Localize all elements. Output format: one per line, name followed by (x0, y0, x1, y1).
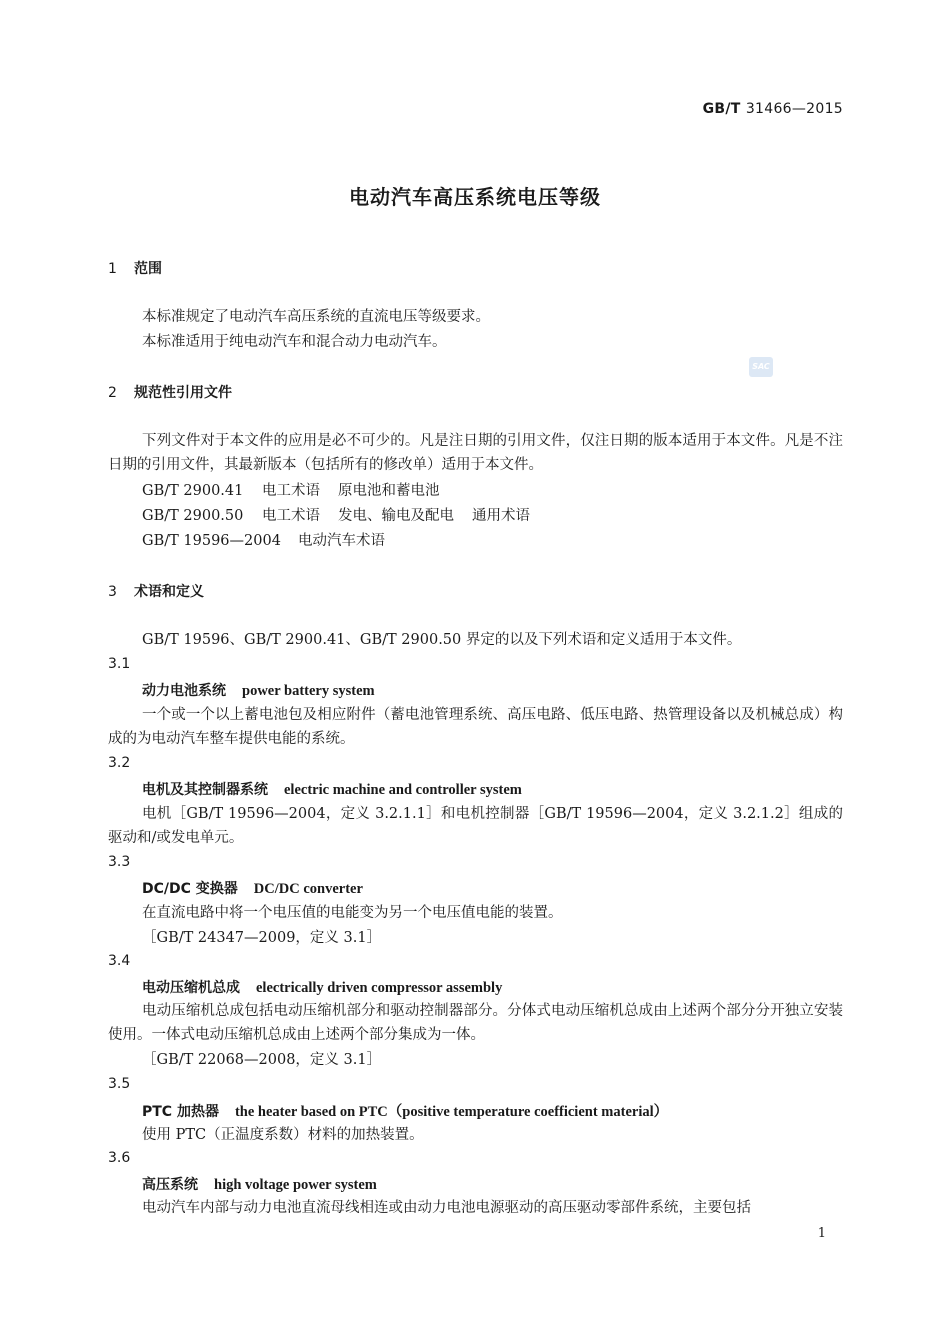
term-zh: 电机及其控制器系统 (142, 782, 268, 798)
reference-subtitle: 发电、输电及配电 (338, 508, 454, 524)
section-title: 术语和定义 (134, 584, 204, 600)
section-3-heading (108, 581, 204, 601)
section-number: 2 (108, 385, 117, 401)
term-en: power battery system (242, 683, 375, 699)
term-zh: 高压系统 (142, 1177, 198, 1193)
reference-item (142, 529, 385, 553)
term-zh: DC/DC 变换器 (142, 881, 238, 897)
section-number: 1 (108, 261, 117, 277)
term-heading (142, 878, 363, 898)
normative-intro: 下列文件对于本文件的应用是必不可少的。凡是注日期的引用文件，仅注日期的版本适用于本文件。凡是不注日期的引用文件，其最新版本（包括所有的修改单）适用于本文件。 (108, 433, 843, 473)
reference-code: GB/T 2900.50 (142, 508, 244, 524)
reference-subtitle-2: 通用术语 (472, 508, 530, 524)
term-en: high voltage power system (214, 1177, 377, 1193)
term-definition: 电机［GB/T 19596—2004，定义 3.2.1.1］和电机控制器［GB/T 19596—2004，定义 3.2.1.2］组成的驱动和/或发电单元。 (108, 806, 843, 846)
term-en: DC/DC converter (253, 881, 363, 897)
term-number: 3.4 (108, 953, 131, 969)
terms-intro: GB/T 19596、GB/T 2900.41、GB/T 2900.50 界定的以及下列术语和定义适用于本文件。 (142, 632, 742, 648)
term-zh: 动力电池系统 (142, 683, 226, 699)
reference-code: GB/T 19596—2004 (142, 533, 281, 549)
term-heading (142, 779, 522, 799)
term-number: 3.2 (108, 755, 131, 771)
section-title: 范围 (134, 261, 162, 277)
term-en: electric machine and controller system (284, 782, 522, 798)
reference-title: 电工术语 (262, 483, 320, 499)
section-title: 规范性引用文件 (134, 385, 232, 401)
document-title: 电动汽车高压系统电压等级 (349, 185, 601, 209)
term-en: electrically driven compressor assembly (256, 980, 503, 996)
term-number: 3.6 (108, 1150, 131, 1166)
section-number: 3 (108, 584, 117, 600)
term-definition: 一个或一个以上蓄电池包及相应附件（蓄电池管理系统、高压电路、低压电路、热管理设备以及机械总成）构成的为电动汽车整车提供电能的系统。 (108, 707, 843, 747)
term-definition: 电动压缩机总成包括电动压缩机部分和驱动控制器部分。分体式电动压缩机总成由上述两个部分分开独立安装使用。一体式电动压缩机总成由上述两个部分集成为一体。 (108, 1003, 843, 1043)
sac-watermark-logo: SAC (749, 357, 773, 377)
term-number: 3.1 (108, 656, 131, 672)
reference-code: GB/T 2900.41 (142, 483, 244, 499)
term-zh: 电动压缩机总成 (142, 980, 240, 996)
standard-number: 31466—2015 (745, 101, 843, 117)
reference-title: 电动汽车术语 (298, 533, 385, 549)
reference-subtitle: 原电池和蓄电池 (338, 483, 440, 499)
term-heading (142, 1100, 668, 1121)
term-heading (142, 1174, 377, 1194)
term-source: ［GB/T 22068—2008，定义 3.1］ (142, 1052, 382, 1068)
standard-code (703, 101, 843, 117)
section-2-heading (108, 382, 232, 402)
reference-title: 电工术语 (262, 508, 320, 524)
standard-prefix: GB/T (702, 101, 741, 117)
section-1-heading (108, 258, 162, 278)
reference-item (142, 479, 440, 503)
term-definition: 电动汽车内部与动力电池直流母线相连或由动力电池电源驱动的高压驱动零部件系统，主要包括 (142, 1200, 751, 1216)
term-number: 3.5 (108, 1076, 131, 1092)
term-definition: 使用 PTC（正温度系数）材料的加热装置。 (142, 1127, 424, 1143)
term-source: ［GB/T 24347—2009，定义 3.1］ (142, 930, 382, 946)
scope-paragraph-1: 本标准规定了电动汽车高压系统的直流电压等级要求。 (142, 309, 490, 325)
term-zh: PTC 加热器 (142, 1104, 219, 1120)
term-en: the heater based on PTC（positive temperature coefficient material） (234, 1104, 669, 1120)
scope-paragraph-2: 本标准适用于纯电动汽车和混合动力电动汽车。 (142, 334, 447, 350)
term-number: 3.3 (108, 854, 131, 870)
term-definition: 在直流电路中将一个电压值的电能变为另一个电压值电能的装置。 (142, 905, 563, 921)
reference-item (142, 504, 530, 528)
page-number: 1 (817, 1226, 826, 1241)
term-heading (142, 977, 502, 997)
term-heading (142, 680, 375, 700)
